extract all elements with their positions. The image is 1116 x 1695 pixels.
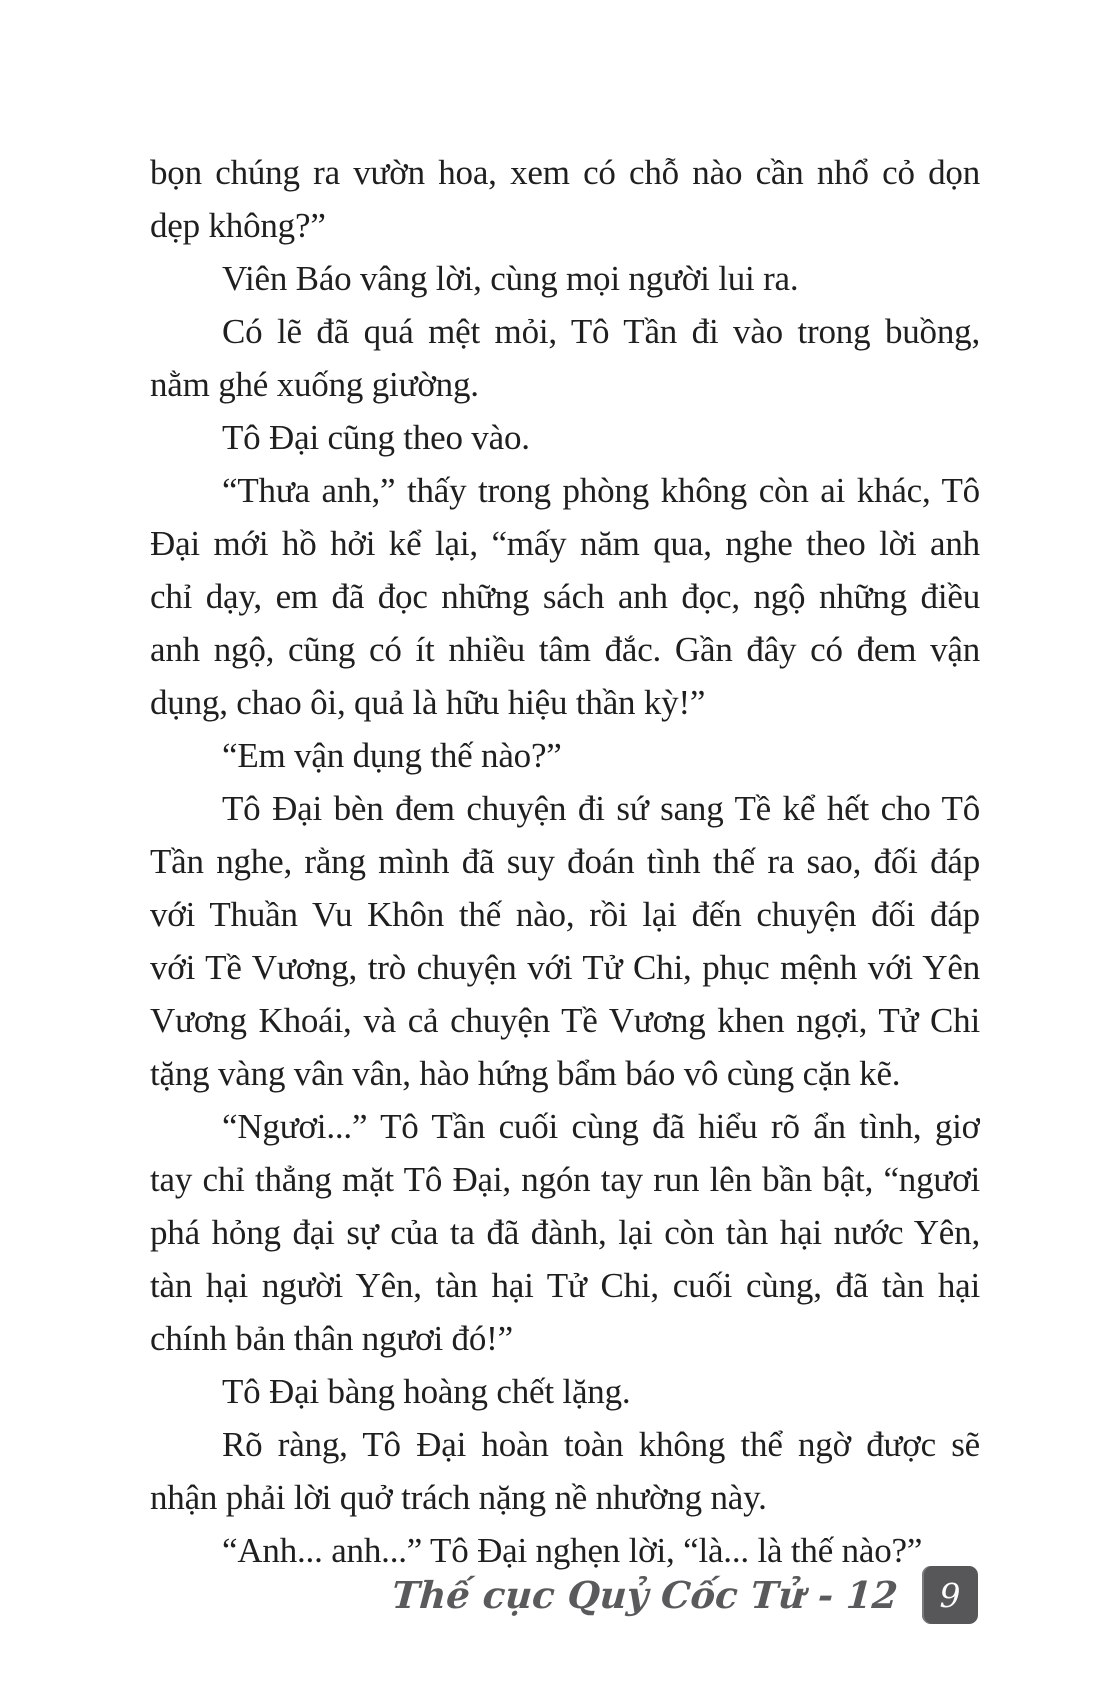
text-line: “Anh... anh...” Tô Đại nghẹn lời, “là... là thế nào?” [222,1531,923,1570]
text-line: chính bản thân ngươi đó!” [150,1319,513,1358]
text-line: phá hỏng đại sự của ta đã đành, lại còn tàn hại nước Yên, [150,1213,980,1252]
text-line: nhận phải lời quở trách nặng nề nhường này. [150,1478,767,1517]
page-footer [392,1566,978,1624]
text-line: Tần nghe, rằng mình đã suy đoán tình thế ra sao, đối đáp [150,842,980,881]
text-line: bọn chúng ra vườn hoa, xem có chỗ nào cần nhổ cỏ dọn [150,153,980,192]
text-line: dụng, chao ôi, quả là hữu hiệu thần kỳ!” [150,683,706,722]
text-line: “Thưa anh,” thấy trong phòng không còn ai khác, Tô [222,471,980,510]
text-line: tặng vàng vân vân, hào hứng bẩm báo vô cùng cặn kẽ. [150,1054,901,1093]
text-line: tay chỉ thẳng mặt Tô Đại, ngón tay run lên bần bật, “ngươi [150,1160,980,1199]
text-line: Tô Đại bàng hoàng chết lặng. [222,1372,631,1411]
text-line: với Thuần Vu Khôn thế nào, rồi lại đến chuyện đối đáp [150,895,980,934]
text-line: anh ngộ, cũng có ít nhiều tâm đắc. Gần đây có đem vận [150,630,980,669]
text-line: chỉ dạy, em đã đọc những sách anh đọc, ngộ những điều [150,577,980,616]
text-line: tàn hại người Yên, tàn hại Tử Chi, cuối cùng, đã tàn hại [150,1266,980,1305]
text-line: với Tề Vương, trò chuyện với Tử Chi, phục mệnh với Yên [150,948,980,987]
text-line: Đại mới hồ hởi kể lại, “mấy năm qua, nghe theo lời anh [150,524,980,563]
text-line: Viên Báo vâng lời, cùng mọi người lui ra. [222,259,799,298]
text-line: Tô Đại cũng theo vào. [222,418,530,457]
page-number: 9 [939,1575,961,1615]
text-line: dẹp không?” [150,206,326,245]
text-line: Có lẽ đã quá mệt mỏi, Tô Tần đi vào trong buồng, [222,312,980,351]
text-line: Vương Khoái, và cả chuyện Tề Vương khen ngợi, Tử Chi [150,1001,980,1040]
text-line: nằm ghé xuống giường. [150,365,479,404]
page-number-badge [922,1566,978,1624]
body-text [150,146,980,1577]
text-line: Tô Đại bèn đem chuyện đi sứ sang Tề kể hết cho Tô [222,789,980,828]
book-title: Thế cục Quỷ Cốc Tử - 12 [390,1573,900,1617]
text-line: Rõ ràng, Tô Đại hoàn toàn không thể ngờ được sẽ [222,1425,980,1464]
text-line: “Ngươi...” Tô Tần cuối cùng đã hiểu rõ ẩn tình, giơ [222,1107,980,1146]
text-line: “Em vận dụng thế nào?” [222,736,562,775]
